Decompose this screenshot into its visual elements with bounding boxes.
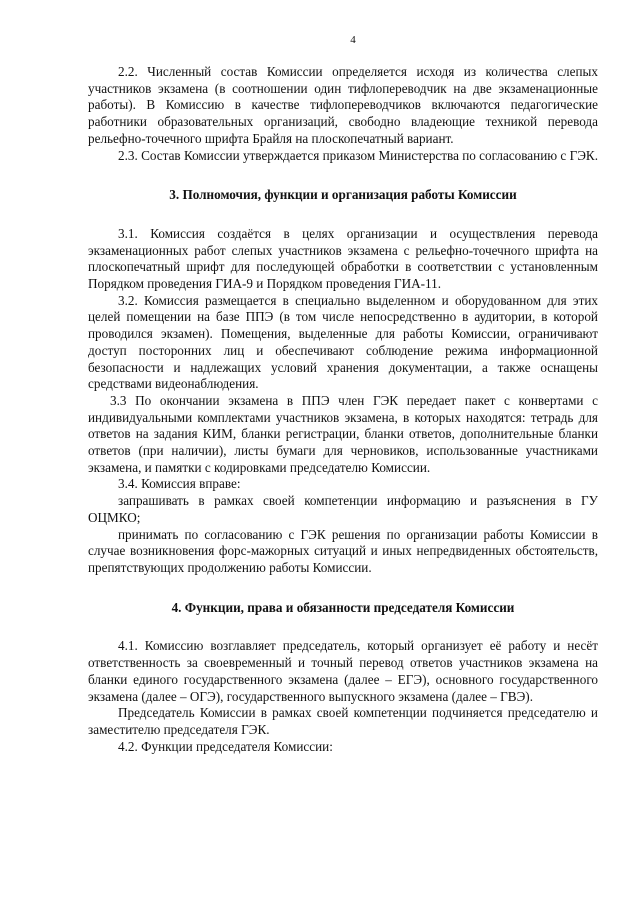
section-3-heading: 3. Полномочия, функции и организация работы Комиссии	[169, 187, 517, 203]
paragraph-chair-subordination: Председатель Комиссии в рамках своей компетенции подчиняется председателю и заместителю председателя ГЭК.	[88, 705, 598, 737]
paragraph-2-3: 2.3. Состав Комиссии утверждается приказом Министерства по согласованию с ГЭК.	[118, 147, 598, 163]
section-4-heading: 4. Функции, права и обязанности председателя Комиссии	[171, 599, 515, 615]
list-item-request-info: запрашивать в рамках своей компетенции информацию и разъяснения в ГУ ОЦМКО;	[88, 493, 598, 525]
paragraph-3-1: 3.1. Комиссия создаётся в целях организации и осуществления перевода экзаменационных работ слепых участников экзамена с рельефно-точечного шрифта на плоскопечатный шрифт для последующей обработки в соответствии с установленным Порядком проведения ГИА-9 и Порядком проведения ГИА-11.	[88, 225, 598, 292]
paragraph-3-3: 3.3 По окончании экзамена в ППЭ член ГЭК передает пакет с конвертами с индивидуальными комплектами участников экзамена, в которых находятся: тетрадь для ответов на задания КИМ, бланки регистрации, бланки ответов, дополнительные бланки ответов (при наличии), листы бумаги для черновиков, использованные участниками экзамена, и памятки с кодировками председателю Комиссии.	[88, 392, 598, 475]
list-item-decisions: принимать по согласованию с ГЭК решения по организации работы Комиссии в случае возникновения форс-мажорных ситуаций и иных непредвиденных обстоятельств, препятствующих продолжению работы Комиссии.	[88, 526, 598, 575]
paragraph-3-4: 3.4. Комиссия вправе:	[118, 476, 241, 492]
paragraph-4-1: 4.1. Комиссию возглавляет председатель, который организует её работу и несёт ответственность за своевременный и точный перевод ответов участников экзамена на бланки единого государственного экзамена (далее – ЕГЭ), основного государственного экзамена (далее – ОГЭ), государственного выпускного экзамена (далее – ГВЭ).	[88, 638, 598, 704]
paragraph-4-2: 4.2. Функции председателя Комиссии:	[118, 738, 333, 754]
page-number: 4	[350, 34, 356, 46]
paragraph-3-2: 3.2. Комиссия размещается в специально выделенном и оборудованном для этих целей помещении на базе ППЭ (в том числе непосредственно в аудитории, в которой проводился экзамен). Помещения, выделенные для работы Комиссии, ограничивают доступ посторонних лиц и обеспечивают соблюдение режима информационной безопасности и надлежащих условий хранения документации, а также оснащены средствами видеонаблюдения.	[88, 292, 598, 392]
paragraph-2-2: 2.2. Численный состав Комиссии определяется исходя из количества слепых участников экзамена (в соотношении один тифлопереводчик на две экзаменационные работы). В Комиссию в качестве тифлопереводчиков включаются педагогические работники образовательных организаций, свободно владеющие техникой перевода рельефно-точечного шрифта Брайля на плоскопечатный вариант.	[88, 64, 598, 146]
